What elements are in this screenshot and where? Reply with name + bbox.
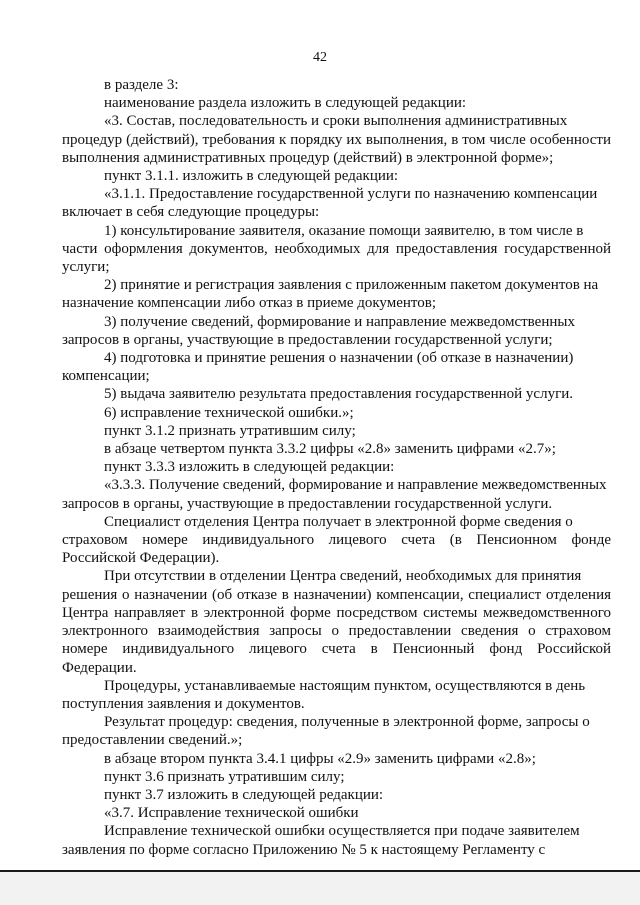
paragraph: заявления по форме согласно Приложению № 5 к настоящему Регламенту с: [62, 841, 546, 858]
paragraph: пункт 3.1.2 признать утратившим силу;: [104, 422, 356, 439]
paragraph: в разделе 3:: [104, 77, 179, 93]
paragraph: страховом номере индивидуального лицевого счета (в Пенсионном фонде Российской Федерации).: [62, 532, 611, 567]
scan-edge-band: [0, 872, 640, 905]
paragraph: пункт 3.7 изложить в следующей редакции:: [104, 786, 384, 803]
paragraph: пункт 3.3.3 изложить в следующей редакции:: [104, 459, 395, 476]
paragraph: 2) принятие и регистрация заявления с приложенным пакетом документов на: [104, 277, 599, 294]
paragraph: Исправление технической ошибки осуществляется при подаче заявителем: [104, 823, 580, 840]
paragraph: включает в себя следующие процедуры:: [62, 204, 320, 221]
paragraph: 4) подготовка и принятие решения о назначении (об отказе в назначении): [104, 350, 574, 367]
paragraph: «3. Состав, последовательность и сроки выполнения административных: [104, 113, 568, 130]
paragraph: запросов в органы, участвующие в предоставлении государственной услуги;: [62, 331, 553, 348]
paragraph: запросов в органы, участвующие в предоставлении государственной услуги.: [62, 495, 553, 512]
paragraph: Специалист отделения Центра получает в электронной форме сведения о: [104, 513, 573, 530]
document-body: [62, 76, 611, 859]
paragraph: части оформления документов, необходимых для предоставления государственной услуги;: [62, 240, 611, 276]
paragraph: При отсутствии в отделении Центра сведений, необходимых для принятия: [104, 568, 582, 585]
paragraph: в абзаце втором пункта 3.4.1 цифры «2.9» заменить цифрами «2.8»;: [104, 750, 536, 767]
paragraph: 1) консультирование заявителя, оказание помощи заявителю, в том числе в: [104, 222, 584, 239]
paragraph: «3.1.1. Предоставление государственной услуги по назначению компенсации: [104, 186, 598, 203]
paragraph: Результат процедур: сведения, полученные в электронной форме, запросы о: [104, 714, 590, 731]
paragraph: компенсации;: [62, 368, 150, 385]
paragraph: «3.7. Исправление технической ошибки: [104, 805, 359, 822]
paragraph: 6) исправление технической ошибки.»;: [104, 404, 354, 421]
paragraph: предоставлении сведений.»;: [62, 732, 243, 749]
paragraph: процедур (действий), требования к порядку их выполнения, в том числе особенности выполнения административных процедур (действий) в электронной форме»;: [62, 131, 611, 166]
paragraph: 5) выдача заявителю результата предоставления государственной услуги.: [104, 386, 573, 403]
paragraph: Процедуры, устанавливаемые настоящим пунктом, осуществляются в день: [104, 677, 586, 694]
paragraph: пункт 3.1.1. изложить в следующей редакции:: [104, 168, 399, 185]
paragraph: «3.3.3. Получение сведений, формирование и направление межведомственных: [104, 477, 607, 494]
paragraph: 3) получение сведений, формирование и направление межведомственных: [104, 313, 575, 330]
paragraph: поступления заявления и документов.: [62, 695, 305, 712]
page-number: 42: [313, 50, 327, 65]
paragraph: пункт 3.6 признать утратившим силу;: [104, 768, 345, 785]
paragraph: решения о назначении (об отказе в назначении) компенсации, специалист отделения Центра направляет в электронной форме посредством системы межведомственного электронного взаимодействия запросы о предоставлении сведения о страховом номере индивидуального лицевого счета в Пенсионный фонд Российской Федерации.: [62, 586, 611, 676]
paragraph: назначение компенсации либо отказ в приеме документов;: [62, 295, 437, 312]
paragraph: в абзаце четвертом пункта 3.3.2 цифры «2.8» заменить цифрами «2.7»;: [104, 441, 556, 458]
paragraph: наименование раздела изложить в следующей редакции:: [104, 95, 467, 112]
